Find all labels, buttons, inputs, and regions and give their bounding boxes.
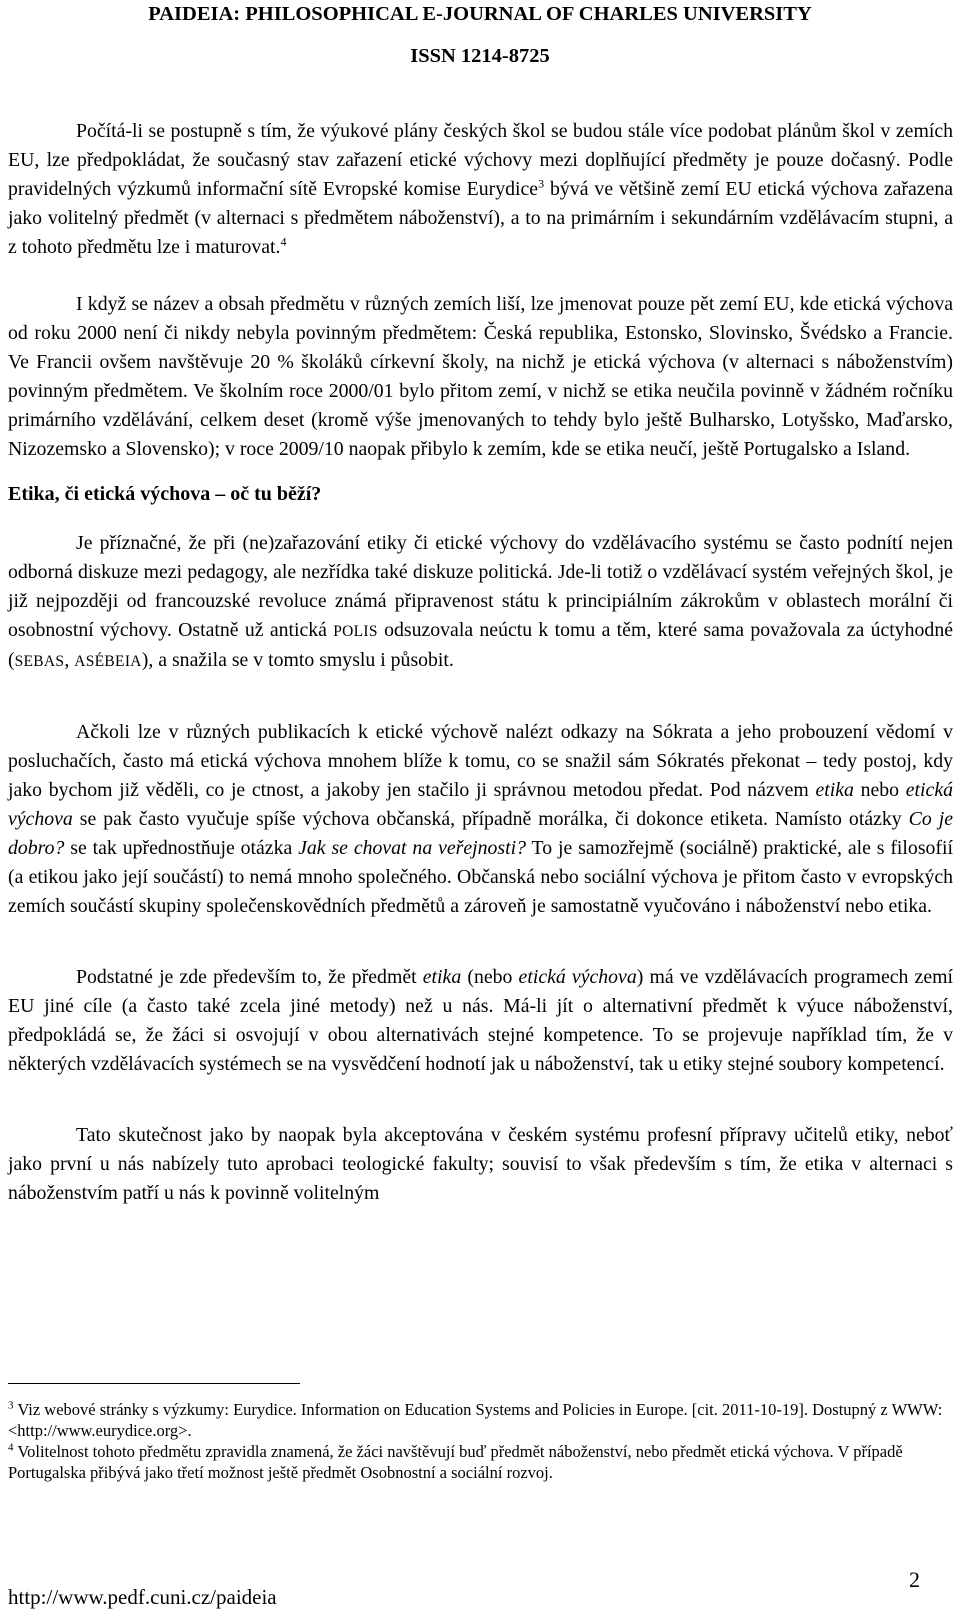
- footer-url-link[interactable]: http://www.pedf.cuni.cz/paideia: [8, 1585, 277, 1609]
- paragraph-3: [8, 529, 953, 676]
- term-eticka-vychova-2: etická výchova: [518, 966, 637, 988]
- section-heading: Etika, či etická výchova – oč tu běží?: [8, 483, 322, 505]
- term-etika-2: etika: [422, 966, 462, 988]
- footnote-3: [8, 1399, 953, 1441]
- footnote-3-number: 3: [8, 1399, 14, 1412]
- paragraph-4-text-a: Ačkoli lze v různých publikacích k etické výchově nalézt odkazy na Sókrata a jeho probouzení vědomí v posluchačích, často má etická výchova mnohem blíže k tomu, co se snažil sám Sókratés překonat – tedy postoj, kdy jako bychom již věděli, co je ctnost, a jakoby jen stačilo ji správnou metodou předat. Pod názvem: [8, 721, 953, 801]
- paragraph-5: [8, 963, 953, 1079]
- footnote-3-text: Viz webové stránky s výzkumy: Eurydice. Information on Education Systems and Policies in Europe. [cit. 2011-10-19]. Dostupný z WWW: <http://www.eurydice.org>.: [8, 1400, 943, 1440]
- paragraph-3-text-c: ,: [64, 649, 75, 671]
- paragraph-1: [8, 117, 953, 262]
- footnote-4-text: Volitelnost tohoto předmětu zpravidla znamená, že žáci navštěvují buď předmět náboženství, nebo předmět etická výchova. V případě Portugalska přibývá jako třetí možnost ještě předmět Osobnostní a sociální rozvoj.: [8, 1442, 903, 1482]
- footnote-4-number: 4: [8, 1441, 14, 1454]
- question-co-je-dobro: Co je dobro?: [8, 808, 953, 859]
- paragraph-5-text-b: (nebo: [461, 966, 519, 988]
- question-jak-se-chovat: Jak se chovat na veřejnosti?: [298, 837, 526, 859]
- footnote-ref-4[interactable]: 4: [280, 234, 287, 249]
- paragraph-5-text-c: ) má ve vzdělávacích programech zemí EU jiné cíle (a často také zcela jiné metody) než u nás. Má-li jít o alternativní předmět k výuce náboženství, předpokládá se, že žáci si osvojují v obou alternativách stejné kompetence. To se projevuje například tím, že v některých vzdělávacích systémech se na vysvědčení hodnotí jak u náboženství, tak u etiky stejné soubory kompetencí.: [8, 966, 953, 1075]
- footnote-4: [8, 1441, 953, 1483]
- term-etika: etika: [815, 779, 854, 801]
- paragraph-5-text-a: Podstatné je zde především to, že předmět: [76, 966, 423, 988]
- journal-title: PAIDEIA: PHILOSOPHICAL E-JOURNAL OF CHARLES UNIVERSITY: [148, 3, 812, 25]
- paragraph-4: [8, 718, 953, 921]
- term-asebeia: ASÉBEIA: [74, 653, 142, 670]
- term-eticka-vychova: etická výchova: [8, 779, 953, 830]
- paragraph-4-text-b: nebo: [853, 779, 906, 801]
- footnote-ref-3[interactable]: 3: [538, 176, 545, 191]
- paragraph-1-text-b: bývá ve většině zemí EU etická výchova zařazena jako volitelný předmět (v alternaci s předmětem náboženství), a to na primárním i sekundárním vzdělávacím stupni, a z tohoto předmětu lze i maturovat.: [8, 178, 954, 258]
- page-number: 2: [909, 1567, 920, 1592]
- paragraph-1-text-a: Počítá-li se postupně s tím, že výukové plány českých škol se budou stále více podobat plánům škol v zemích EU, lze předpokládat, že současný stav zařazení etické výchovy mezi doplňující předměty je pouze dočasný. Podle pravidelných výzkumů informační sítě Evropské komise Eurydice: [8, 120, 953, 200]
- journal-issn: ISSN 1214-8725: [410, 45, 550, 67]
- paragraph-4-text-e: To je samozřejmě (sociálně) praktické, ale s filosofií (a etikou jako její součástí) to nemá mnoho společného. Občanská nebo sociální výchova je přitom často v evropských zemích součástí skupiny společenskovědních předmětů a zároveň je samostatně vyučováno i náboženství nebo etika.: [8, 837, 953, 917]
- footnote-divider: [8, 1383, 300, 1384]
- term-polis: POLIS: [333, 623, 378, 640]
- footnotes: [8, 1399, 953, 1483]
- term-sebas: SEBAS: [14, 653, 65, 670]
- paragraph-3-text-a: Je příznačné, že při (ne)zařazování etiky či etické výchovy do vzdělávacího systému se často podnítí nejen odborná diskuze mezi pedagogy, ale nezřídka také diskuze politická. Jde-li totiž o vzdělávací systém veřejných škol, je již nejpozději od francouzské revoluce známá připravenost státu k principiálním zákrokům v oblastech morální či osobnostní výchovy. Ostatně už antická: [8, 532, 953, 641]
- paragraph-3-text-d: ), a snažila se v tomto smyslu i působit.: [141, 649, 454, 671]
- paragraph-4-text-d: se tak upřednostňuje otázka: [64, 837, 299, 859]
- paragraph-2: I když se název a obsah předmětu v různých zemích liší, lze jmenovat pouze pět zemí EU, kde etická výchova od roku 2000 není či nikdy nebyla povinným předmětem: Česká republika, Estonsko, Slovinsko, Švédsko a Francie. Ve Francii ovšem navštěvuje 20 % školáků církevní školy, na nichž je etická výchova (v alternaci s náboženstvím) povinným předmětem. Ve školním roce 2000/01 bylo přitom zemí, v nichž se etika neučila povinně v žádném ročníku primárního vzdělávání, celkem deset (kromě výše jmenovaných to tehdy bylo ještě Bulharsko, Lotyšsko, Maďarsko, Nizozemsko a Slovensko); v roce 2009/10 naopak přibylo k zemím, kde se etika neučí, ještě Portugalsko a Island.: [8, 293, 953, 460]
- paragraph-3-text-b: odsuzovala neúctu k tomu a těm, které sama považovala za úctyhodné (: [8, 619, 953, 671]
- article-body: [8, 117, 953, 1208]
- paragraph-4-text-c: se pak často vyučuje spíše výchova občanská, případně morálka, či dokonce etiketa. Namísto otázky: [72, 808, 909, 830]
- paragraph-6: Tato skutečnost jako by naopak byla akceptována v českém systému profesní přípravy učitelů etiky, neboť jako první u nás nabízely tuto aprobaci teologické fakulty; souvisí to však především s tím, že etika v alternaci s náboženstvím patří u nás k povinně volitelným: [8, 1124, 953, 1204]
